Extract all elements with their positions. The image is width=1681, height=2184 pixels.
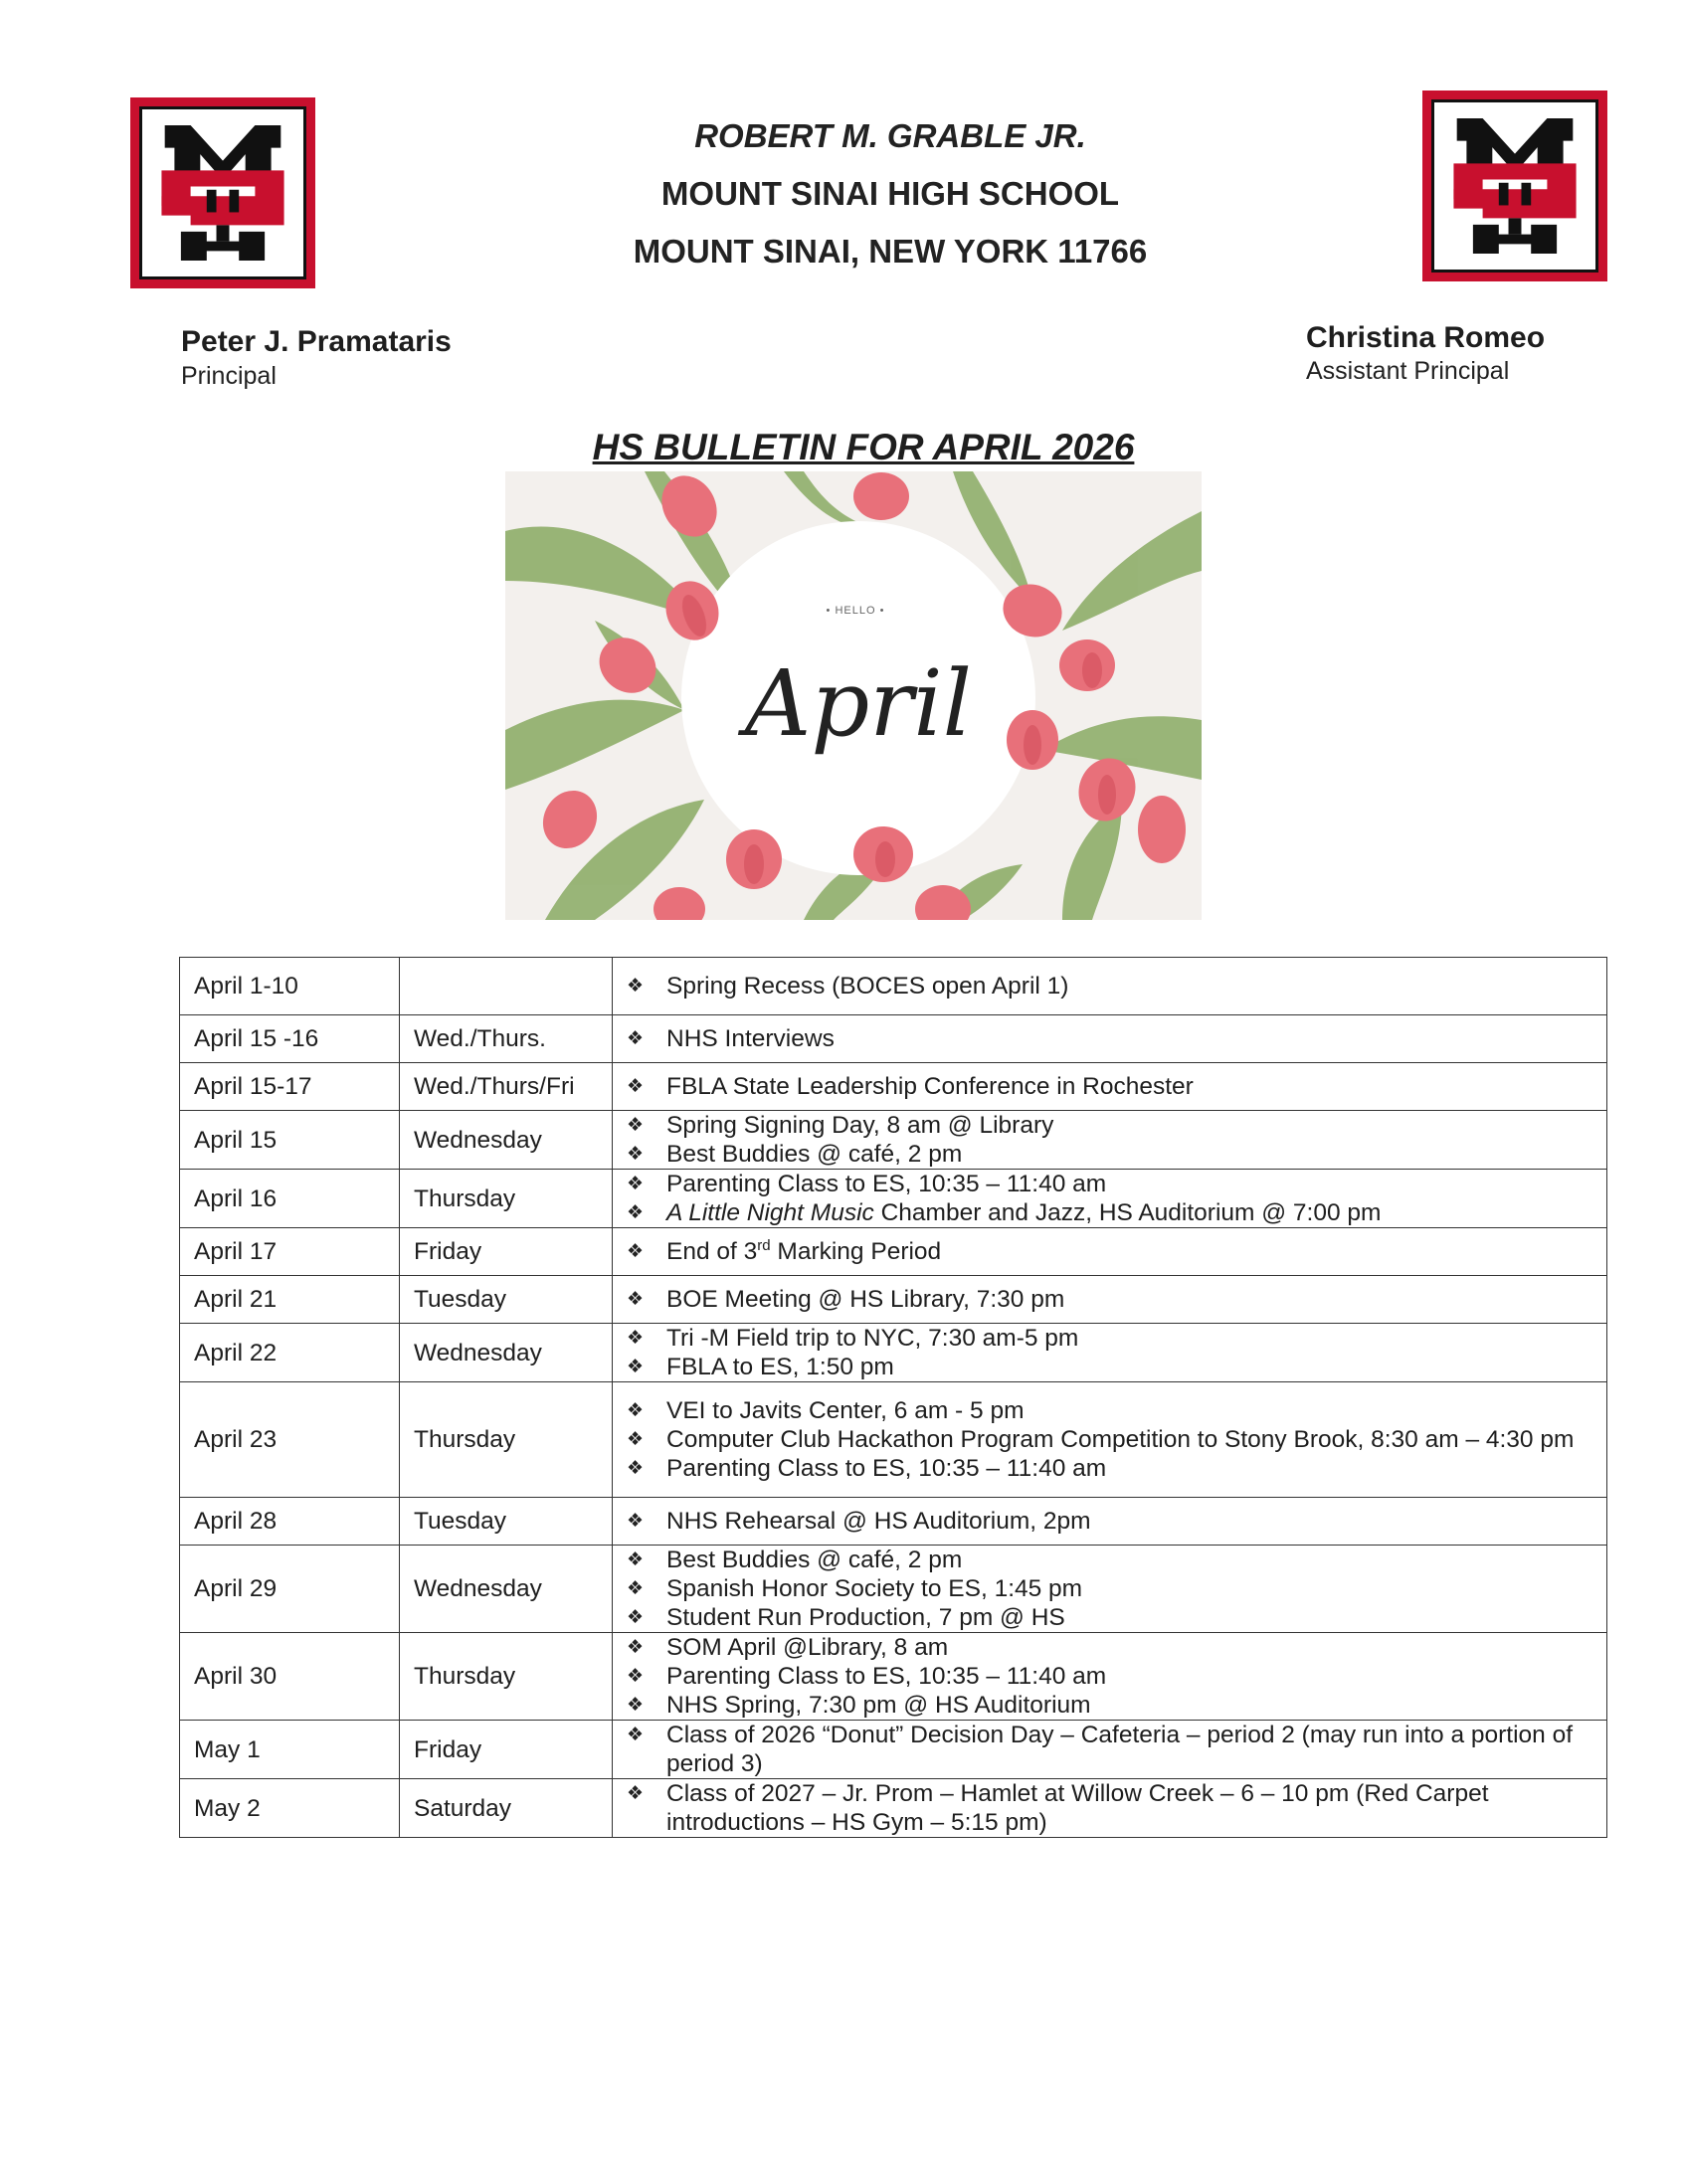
bulletin-title: HS BULLETIN FOR APRIL 2026 xyxy=(592,427,1135,467)
event-item xyxy=(627,1662,1596,1691)
event-item xyxy=(627,1140,1596,1169)
date-cell: April 1-10 xyxy=(180,958,400,1015)
event-text-part: End of 3 xyxy=(666,1238,758,1265)
date-cell: April 21 xyxy=(180,1276,400,1324)
event-text: SOM April @Library, 8 am xyxy=(666,1634,949,1661)
day-cell: Wednesday xyxy=(400,1111,613,1170)
principal-role: Principal xyxy=(181,362,277,390)
table-row xyxy=(180,1063,1607,1111)
event-item xyxy=(627,1425,1596,1454)
diamond-bullet-icon: ❖ xyxy=(627,1695,645,1716)
event-text: Class of 2027 – Jr. Prom – Hamlet at Willow Creek – 6 – 10 pm (Red Carpet introductions – HS Gym – 5:15 pm) xyxy=(666,1780,1489,1836)
day-cell: Tuesday xyxy=(400,1498,613,1546)
events-cell xyxy=(613,1498,1607,1546)
diamond-bullet-icon: ❖ xyxy=(627,1783,645,1804)
date-cell: April 16 xyxy=(180,1170,400,1228)
event-item xyxy=(627,1170,1596,1198)
date-cell: April 17 xyxy=(180,1228,400,1276)
event-item xyxy=(627,1072,1596,1101)
event-text: NHS Rehearsal @ HS Auditorium, 2pm xyxy=(666,1508,1091,1535)
diamond-bullet-icon: ❖ xyxy=(627,1578,645,1599)
day-cell: Thursday xyxy=(400,1170,613,1228)
event-item xyxy=(627,1285,1596,1314)
event-text xyxy=(666,1198,1596,1227)
school-logo-left xyxy=(130,97,315,288)
event-item xyxy=(627,1603,1596,1632)
event-text-part: Chamber and Jazz, HS Auditorium @ 7:00 pm xyxy=(880,1199,1382,1226)
diamond-bullet-icon: ❖ xyxy=(627,1202,645,1223)
table-row xyxy=(180,1382,1607,1498)
day-cell: Friday xyxy=(400,1721,613,1779)
table-row xyxy=(180,1546,1607,1633)
diamond-bullet-icon: ❖ xyxy=(627,1076,645,1097)
school-title: MOUNT SINAI HIGH SCHOOL xyxy=(660,175,1120,212)
date-cell: April 15-17 xyxy=(180,1063,400,1111)
school-logo-right xyxy=(1422,91,1607,281)
diamond-bullet-icon: ❖ xyxy=(627,1725,645,1745)
event-item xyxy=(627,1633,1596,1662)
table-row xyxy=(180,1721,1607,1779)
table-row xyxy=(180,1170,1607,1228)
table-row xyxy=(180,1276,1607,1324)
event-text: Tri -M Field trip to NYC, 7:30 am-5 pm xyxy=(666,1325,1079,1352)
events-cell xyxy=(613,1633,1607,1721)
events-cell xyxy=(613,1721,1607,1779)
events-cell xyxy=(613,1228,1607,1276)
table-row xyxy=(180,958,1607,1015)
event-text: NHS Spring, 7:30 pm @ HS Auditorium xyxy=(666,1692,1091,1719)
ms-logo-icon xyxy=(142,109,303,276)
date-cell: April 30 xyxy=(180,1633,400,1721)
event-text: Parenting Class to ES, 10:35 – 11:40 am xyxy=(666,1171,1107,1197)
events-cell xyxy=(613,1111,1607,1170)
event-item xyxy=(627,1507,1596,1536)
diamond-bullet-icon: ❖ xyxy=(627,1115,645,1136)
event-text: Best Buddies @ café, 2 pm xyxy=(666,1547,963,1573)
date-cell: April 29 xyxy=(180,1546,400,1633)
event-text: Best Buddies @ café, 2 pm xyxy=(666,1141,963,1168)
event-item xyxy=(627,1396,1596,1425)
event-text: FBLA to ES, 1:50 pm xyxy=(666,1354,894,1380)
school-address: MOUNT SINAI, NEW YORK 11766 xyxy=(633,233,1148,270)
events-cell xyxy=(613,1546,1607,1633)
schedule-table xyxy=(179,957,1607,1838)
diamond-bullet-icon: ❖ xyxy=(627,1637,645,1658)
event-text: Parenting Class to ES, 10:35 – 11:40 am xyxy=(666,1663,1107,1690)
table-row xyxy=(180,1015,1607,1063)
event-item xyxy=(627,1198,1596,1227)
date-cell: April 23 xyxy=(180,1382,400,1498)
event-text: Class of 2026 “Donut” Decision Day – Cafeteria – period 2 (may run into a portion of period 3) xyxy=(666,1722,1574,1777)
day-cell: Wednesday xyxy=(400,1324,613,1382)
diamond-bullet-icon: ❖ xyxy=(627,1511,645,1532)
event-item xyxy=(627,1574,1596,1603)
assistant-principal-name: Christina Romeo xyxy=(1306,321,1546,354)
diamond-bullet-icon: ❖ xyxy=(627,1458,645,1479)
event-text-part: Marking Period xyxy=(777,1238,942,1265)
diamond-bullet-icon: ❖ xyxy=(627,1289,645,1310)
day-cell: Wed./Thurs. xyxy=(400,1015,613,1063)
date-cell: April 15 -16 xyxy=(180,1015,400,1063)
ms-logo-icon xyxy=(1434,102,1595,270)
diamond-bullet-icon: ❖ xyxy=(627,1241,645,1262)
diamond-bullet-icon: ❖ xyxy=(627,1357,645,1377)
date-cell: May 1 xyxy=(180,1721,400,1779)
assistant-principal-role: Assistant Principal xyxy=(1306,357,1510,385)
event-item xyxy=(627,1324,1596,1353)
table-row xyxy=(180,1498,1607,1546)
events-cell xyxy=(613,1015,1607,1063)
day-cell: Saturday xyxy=(400,1779,613,1838)
principal-name: Peter J. Pramataris xyxy=(181,325,452,358)
event-item xyxy=(627,1546,1596,1574)
diamond-bullet-icon: ❖ xyxy=(627,1328,645,1349)
school-name: ROBERT M. GRABLE JR. xyxy=(694,117,1086,154)
day-cell: Thursday xyxy=(400,1382,613,1498)
event-item xyxy=(627,1024,1596,1053)
table-row xyxy=(180,1228,1607,1276)
date-cell: April 22 xyxy=(180,1324,400,1382)
event-text: Spring Recess (BOCES open April 1) xyxy=(666,973,1069,1000)
diamond-bullet-icon: ❖ xyxy=(627,1028,645,1049)
event-text: Student Run Production, 7 pm @ HS xyxy=(666,1604,1065,1631)
day-cell: Wed./Thurs/Fri xyxy=(400,1063,613,1111)
diamond-bullet-icon: ❖ xyxy=(627,976,645,997)
day-cell xyxy=(400,958,613,1015)
date-cell: May 2 xyxy=(180,1779,400,1838)
table-row xyxy=(180,1111,1607,1170)
event-item xyxy=(627,1454,1596,1483)
event-text: Spring Signing Day, 8 am @ Library xyxy=(666,1112,1054,1139)
day-cell: Tuesday xyxy=(400,1276,613,1324)
event-text: Spanish Honor Society to ES, 1:45 pm xyxy=(666,1575,1083,1602)
event-text: FBLA State Leadership Conference in Rochester xyxy=(666,1073,1194,1100)
event-title-italic: A Little Night Music xyxy=(666,1199,874,1226)
event-item xyxy=(627,972,1596,1001)
event-text: VEI to Javits Center, 6 am - 5 pm xyxy=(666,1397,1025,1424)
april-tulip-image xyxy=(505,471,1202,920)
hello-text: • HELLO • xyxy=(826,605,885,617)
event-text: NHS Interviews xyxy=(666,1025,835,1052)
event-item xyxy=(627,1691,1596,1720)
table-row xyxy=(180,1324,1607,1382)
date-cell: April 28 xyxy=(180,1498,400,1546)
event-item xyxy=(627,1721,1596,1778)
diamond-bullet-icon: ❖ xyxy=(627,1400,645,1421)
table-row xyxy=(180,1779,1607,1838)
event-text: Computer Club Hackathon Program Competition to Stony Brook, 8:30 am – 4:30 pm xyxy=(666,1426,1575,1453)
events-cell xyxy=(613,958,1607,1015)
april-script-text: April xyxy=(744,650,973,757)
events-cell xyxy=(613,1382,1607,1498)
diamond-bullet-icon: ❖ xyxy=(627,1607,645,1628)
events-cell xyxy=(613,1324,1607,1382)
diamond-bullet-icon: ❖ xyxy=(627,1429,645,1450)
event-text xyxy=(666,1237,1596,1266)
date-cell: April 15 xyxy=(180,1111,400,1170)
event-item xyxy=(627,1779,1596,1837)
event-item xyxy=(627,1111,1596,1140)
event-text: BOE Meeting @ HS Library, 7:30 pm xyxy=(666,1286,1065,1313)
tulip-wreath-illustration xyxy=(505,471,1202,920)
events-cell xyxy=(613,1063,1607,1111)
table-row xyxy=(180,1633,1607,1721)
ordinal-suffix: rd xyxy=(757,1236,771,1254)
diamond-bullet-icon: ❖ xyxy=(627,1174,645,1194)
events-cell xyxy=(613,1170,1607,1228)
day-cell: Thursday xyxy=(400,1633,613,1721)
events-cell xyxy=(613,1779,1607,1838)
day-cell: Wednesday xyxy=(400,1546,613,1633)
events-cell xyxy=(613,1276,1607,1324)
event-item xyxy=(627,1237,1596,1266)
day-cell: Friday xyxy=(400,1228,613,1276)
diamond-bullet-icon: ❖ xyxy=(627,1666,645,1687)
event-item xyxy=(627,1353,1596,1381)
diamond-bullet-icon: ❖ xyxy=(627,1144,645,1165)
diamond-bullet-icon: ❖ xyxy=(627,1549,645,1570)
event-text: Parenting Class to ES, 10:35 – 11:40 am xyxy=(666,1455,1107,1482)
